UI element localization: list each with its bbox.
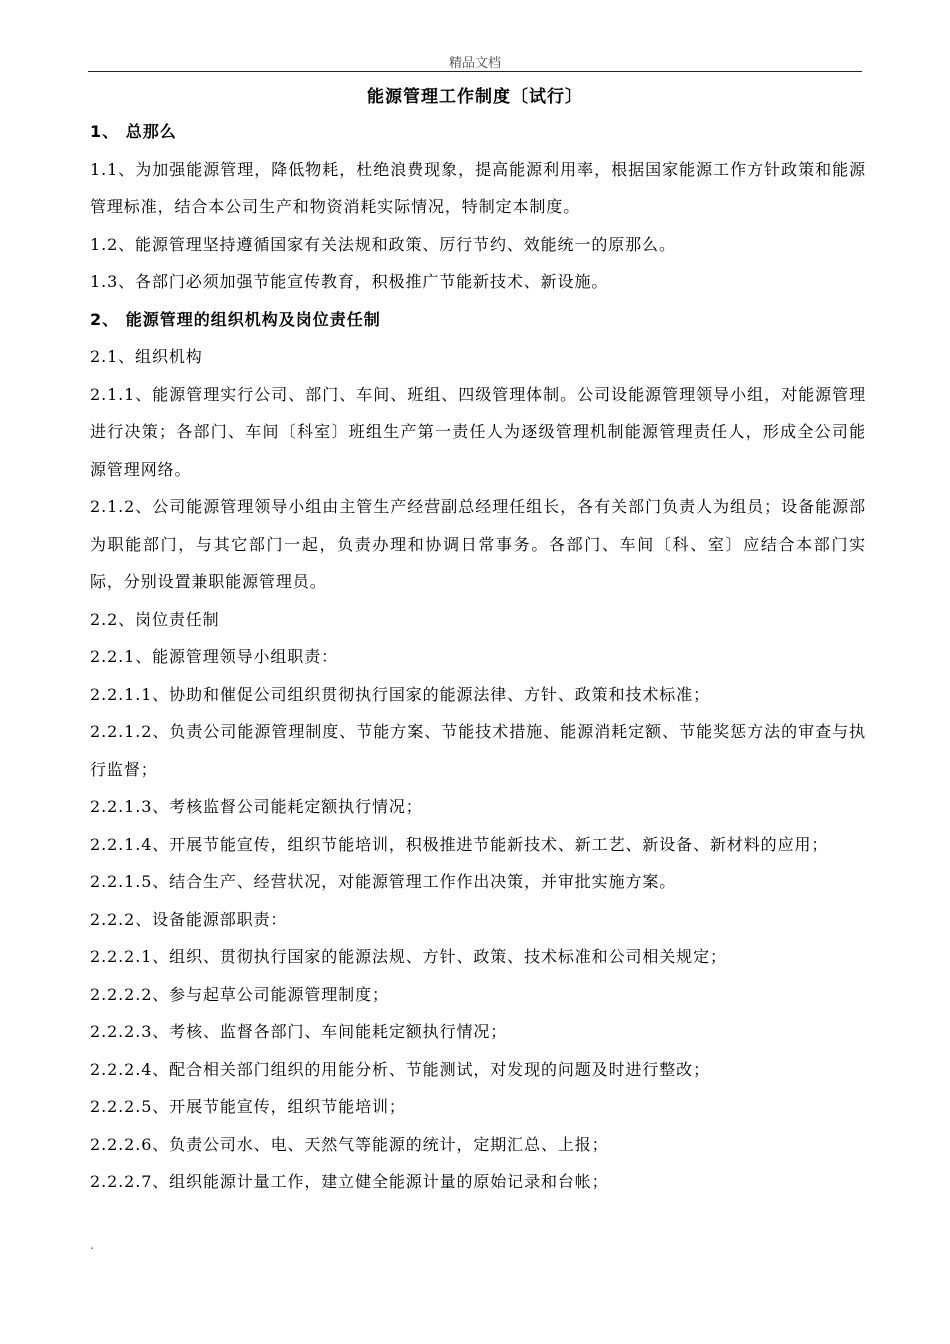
paragraph: 2.2.1、能源管理领导小组职责：	[90, 647, 339, 666]
document-title: 能源管理工作制度〔试行〕	[367, 87, 583, 107]
paragraph: 1.3、各部门必须加强节能宣传教育，积极推广节能新技术、新设施。	[90, 272, 609, 291]
document-body	[90, 113, 866, 1201]
paragraph: 2.2.1.4、开展节能宣传，组织节能培训，积极推进节能新技术、新工艺、新设备、新材料的应用；	[90, 834, 829, 854]
page-footer-mark: .	[90, 1238, 94, 1252]
paragraph: 2.2.2.4、配合相关部门组织的用能分析、节能测试，对发现的问题及时进行整改；	[90, 1059, 710, 1079]
paragraph: 2.2.1.2、负责公司能源管理制度、节能方案、节能技术措施、能源消耗定额、节能奖惩方法的审查与执行监督；	[90, 722, 866, 779]
paragraph: 2.1.2、公司能源管理领导小组由主管生产经营副总经理任组长，各有关部门负责人为组员；设备能源部为职能部门，与其它部门一起，负责办理和协调日常事务。各部门、车间〔科、室〕应结合本部门实际，分别设置兼职能源管理员。	[90, 497, 866, 591]
paragraph: 2.2.1.5、结合生产、经营状况，对能源管理工作作出决策，并审批实施方案。	[90, 872, 677, 891]
paragraph: 2.2.1.3、考核监督公司能耗定额执行情况；	[90, 797, 423, 816]
header-divider	[88, 71, 862, 72]
page-header: 精品文档	[448, 56, 501, 71]
paragraph: 2.2.2、设备能源部职责：	[90, 909, 288, 929]
paragraph: 2.2.2.2、参与起草公司能源管理制度；	[90, 984, 389, 1004]
paragraph: 2.2.2.1、组织、贯彻执行国家的能源法规、方针、政策、技术标准和公司相关规定；	[90, 947, 727, 966]
paragraph: 2.2.2.7、组织能源计量工作，建立健全能源计量的原始记录和台帐；	[90, 1172, 609, 1191]
paragraph: 1.2、能源管理坚持遵循国家有关法规和政策、厉行节约、效能统一的原那么。	[90, 234, 676, 254]
paragraph: 2.2.2.6、负责公司水、电、天然气等能源的统计，定期汇总、上报；	[90, 1134, 609, 1154]
paragraph: 2.2.2.3、考核、监督各部门、车间能耗定额执行情况；	[90, 1022, 508, 1041]
section-heading: 1、 总那么	[90, 122, 177, 141]
paragraph: 2.1、组织机构	[90, 347, 203, 366]
paragraph: 2.1.1、能源管理实行公司、部门、车间、班组、四级管理体制。公司设能源管理领导小组，对能源管理进行决策；各部门、车间〔科室〕班组生产第一责任人为逐级管理机制能源管理责任人，形成全公司能源管理网络。	[90, 384, 866, 479]
paragraph: 2.2.2.5、开展节能宣传，组织节能培训；	[90, 1097, 406, 1116]
paragraph: 2.2.1.1、协助和催促公司组织贯彻执行国家的能源法律、方针、政策和技术标准；	[90, 684, 710, 704]
section-heading: 2、 能源管理的组织机构及岗位责任制	[90, 309, 381, 329]
paragraph: 1.1、为加强能源管理，降低物耗，杜绝浪费现象，提高能源利用率，根据国家能源工作方针政策和能源管理标准，结合本公司生产和物资消耗实际情况，特制定本制度。	[90, 159, 866, 216]
paragraph: 2.2、岗位责任制	[90, 609, 220, 629]
